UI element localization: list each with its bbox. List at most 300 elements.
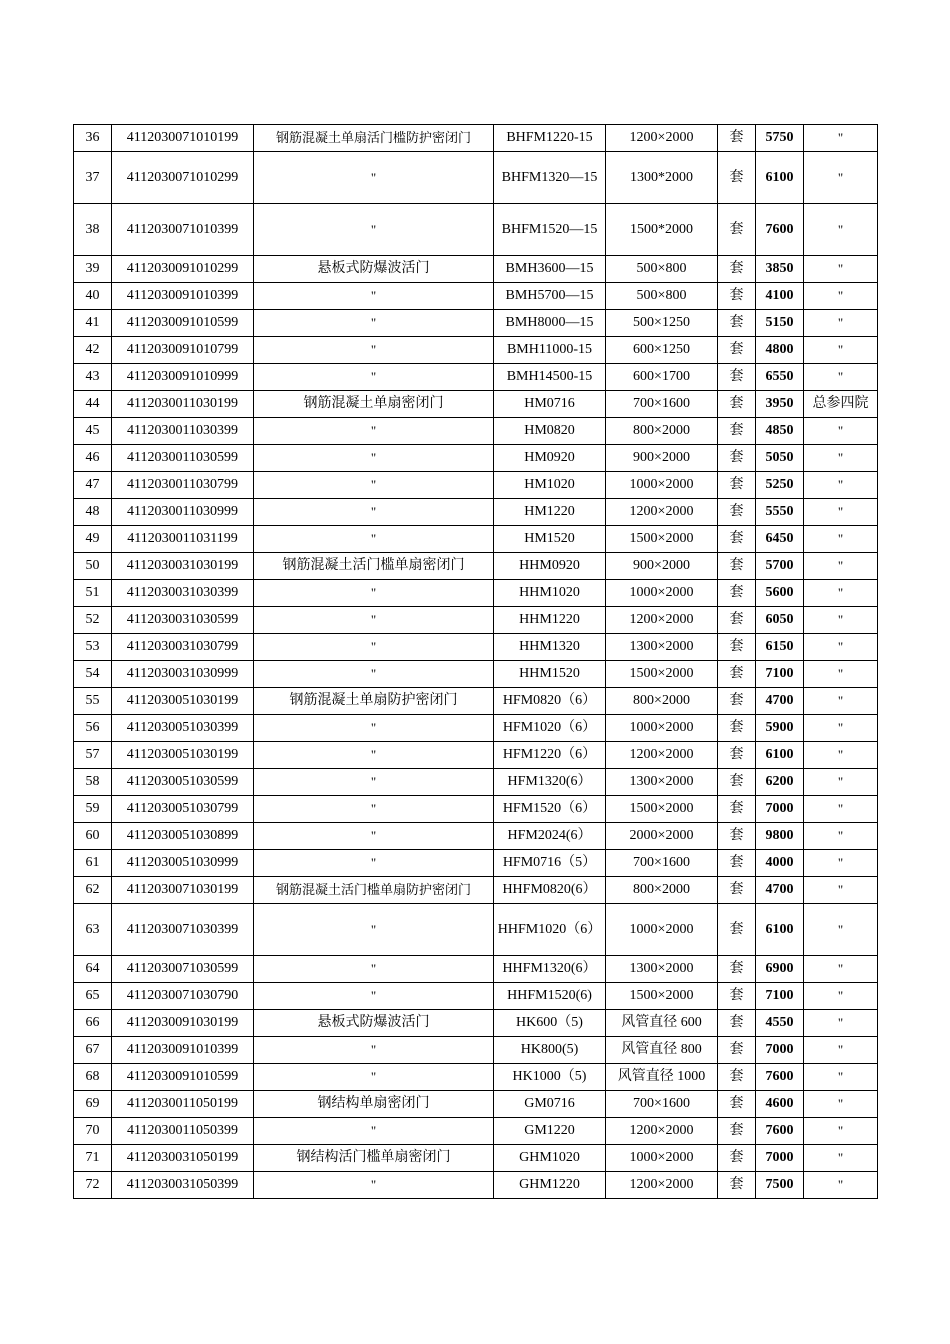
table-row — [74, 1064, 878, 1091]
note-cell: " — [804, 418, 878, 445]
row-number-cell: 59 — [74, 796, 112, 823]
item-code-cell: 4112030051030899 — [112, 823, 254, 850]
row-number-cell: 46 — [74, 445, 112, 472]
unit-cell: 套 — [718, 499, 756, 526]
model-cell: HHM1520 — [494, 661, 606, 688]
model-cell: GHM1220 — [494, 1172, 606, 1199]
item-code-cell: 4112030051030999 — [112, 850, 254, 877]
price-cell: 6100 — [756, 152, 804, 204]
item-code-cell: 4112030011030199 — [112, 391, 254, 418]
row-number-cell: 60 — [74, 823, 112, 850]
unit-cell: 套 — [718, 418, 756, 445]
item-name-cell: " — [254, 1037, 494, 1064]
model-cell: HM0920 — [494, 445, 606, 472]
unit-cell: 套 — [718, 688, 756, 715]
note-cell: " — [804, 472, 878, 499]
item-code-cell: 4112030071030199 — [112, 877, 254, 904]
row-number-cell: 66 — [74, 1010, 112, 1037]
table-row — [74, 983, 878, 1010]
item-name-cell: " — [254, 499, 494, 526]
price-cell: 7000 — [756, 1037, 804, 1064]
size-cell: 800×2000 — [606, 877, 718, 904]
unit-cell: 套 — [718, 445, 756, 472]
table-row — [74, 823, 878, 850]
unit-cell: 套 — [718, 715, 756, 742]
size-cell: 风管直径 800 — [606, 1037, 718, 1064]
row-number-cell: 41 — [74, 310, 112, 337]
unit-cell: 套 — [718, 472, 756, 499]
price-cell: 5600 — [756, 580, 804, 607]
unit-cell: 套 — [718, 607, 756, 634]
unit-cell: 套 — [718, 1172, 756, 1199]
item-name-cell: " — [254, 580, 494, 607]
table-row — [74, 364, 878, 391]
row-number-cell: 54 — [74, 661, 112, 688]
item-name-cell: " — [254, 769, 494, 796]
unit-cell: 套 — [718, 661, 756, 688]
table-row — [74, 661, 878, 688]
model-cell: BMH11000-15 — [494, 337, 606, 364]
size-cell: 1500×2000 — [606, 661, 718, 688]
size-cell: 2000×2000 — [606, 823, 718, 850]
item-name-cell: " — [254, 715, 494, 742]
table-row — [74, 472, 878, 499]
table-row — [74, 1010, 878, 1037]
note-cell: " — [804, 796, 878, 823]
unit-cell: 套 — [718, 283, 756, 310]
note-cell: " — [804, 742, 878, 769]
item-name-cell: 钢筋混凝土单扇防护密闭门 — [254, 688, 494, 715]
model-cell: HHM1320 — [494, 634, 606, 661]
note-cell: " — [804, 256, 878, 283]
size-cell: 风管直径 600 — [606, 1010, 718, 1037]
model-cell: HHM1020 — [494, 580, 606, 607]
row-number-cell: 52 — [74, 607, 112, 634]
table-row — [74, 715, 878, 742]
note-cell: " — [804, 1172, 878, 1199]
unit-cell: 套 — [718, 742, 756, 769]
size-cell: 1300×2000 — [606, 769, 718, 796]
item-name-cell: " — [254, 204, 494, 256]
price-cell: 6100 — [756, 904, 804, 956]
size-cell: 1500×2000 — [606, 796, 718, 823]
price-cell: 7100 — [756, 661, 804, 688]
item-name-cell: " — [254, 337, 494, 364]
table-row — [74, 445, 878, 472]
table-row — [74, 204, 878, 256]
unit-cell: 套 — [718, 769, 756, 796]
item-code-cell: 4112030031030599 — [112, 607, 254, 634]
price-cell: 6200 — [756, 769, 804, 796]
note-cell: " — [804, 526, 878, 553]
price-cell: 7000 — [756, 796, 804, 823]
item-name-cell: 钢结构单扇密闭门 — [254, 1091, 494, 1118]
note-cell: " — [804, 125, 878, 152]
unit-cell: 套 — [718, 391, 756, 418]
price-cell: 7100 — [756, 983, 804, 1010]
unit-cell: 套 — [718, 364, 756, 391]
model-cell: BHFM1320—15 — [494, 152, 606, 204]
unit-cell: 套 — [718, 204, 756, 256]
note-cell: " — [804, 364, 878, 391]
model-cell: HM0820 — [494, 418, 606, 445]
item-code-cell: 4112030031030399 — [112, 580, 254, 607]
note-cell: " — [804, 877, 878, 904]
size-cell: 1000×2000 — [606, 580, 718, 607]
unit-cell: 套 — [718, 553, 756, 580]
size-cell: 800×2000 — [606, 418, 718, 445]
item-code-cell: 4112030071030599 — [112, 956, 254, 983]
price-cell: 3950 — [756, 391, 804, 418]
price-cell: 6450 — [756, 526, 804, 553]
item-code-cell: 4112030031050199 — [112, 1145, 254, 1172]
price-cell: 5900 — [756, 715, 804, 742]
size-cell: 1200×2000 — [606, 1118, 718, 1145]
item-name-cell: " — [254, 983, 494, 1010]
note-cell: " — [804, 1091, 878, 1118]
note-cell: " — [804, 715, 878, 742]
unit-cell: 套 — [718, 580, 756, 607]
item-code-cell: 4112030031030199 — [112, 553, 254, 580]
row-number-cell: 71 — [74, 1145, 112, 1172]
size-cell: 风管直径 1000 — [606, 1064, 718, 1091]
unit-cell: 套 — [718, 850, 756, 877]
size-cell: 900×2000 — [606, 445, 718, 472]
item-name-cell: " — [254, 796, 494, 823]
item-name-cell: 钢筋混凝土单扇密闭门 — [254, 391, 494, 418]
item-name-cell: " — [254, 661, 494, 688]
model-cell: HHFM0820(6） — [494, 877, 606, 904]
row-number-cell: 69 — [74, 1091, 112, 1118]
row-number-cell: 39 — [74, 256, 112, 283]
row-number-cell: 58 — [74, 769, 112, 796]
table-row — [74, 337, 878, 364]
price-cell: 4600 — [756, 1091, 804, 1118]
table-row — [74, 904, 878, 956]
price-cell: 7500 — [756, 1172, 804, 1199]
size-cell: 500×1250 — [606, 310, 718, 337]
price-cell: 9800 — [756, 823, 804, 850]
item-code-cell: 4112030051030199 — [112, 688, 254, 715]
note-cell: " — [804, 769, 878, 796]
item-code-cell: 4112030091010799 — [112, 337, 254, 364]
item-name-cell: " — [254, 956, 494, 983]
note-cell: " — [804, 1064, 878, 1091]
item-name-cell: " — [254, 1064, 494, 1091]
item-name-cell: " — [254, 823, 494, 850]
table-row — [74, 1172, 878, 1199]
item-code-cell: 4112030091010299 — [112, 256, 254, 283]
table-row — [74, 152, 878, 204]
price-cell: 5550 — [756, 499, 804, 526]
item-code-cell: 4112030011030799 — [112, 472, 254, 499]
item-name-cell: " — [254, 418, 494, 445]
table-row — [74, 956, 878, 983]
size-cell: 900×2000 — [606, 553, 718, 580]
model-cell: HM1020 — [494, 472, 606, 499]
unit-cell: 套 — [718, 1118, 756, 1145]
size-cell: 1200×2000 — [606, 742, 718, 769]
model-cell: BMH3600—15 — [494, 256, 606, 283]
size-cell: 500×800 — [606, 283, 718, 310]
model-cell: HFM0716（5） — [494, 850, 606, 877]
item-name-cell: " — [254, 364, 494, 391]
item-code-cell: 4112030071010399 — [112, 204, 254, 256]
note-cell: " — [804, 904, 878, 956]
row-number-cell: 44 — [74, 391, 112, 418]
price-cell: 4850 — [756, 418, 804, 445]
row-number-cell: 36 — [74, 125, 112, 152]
item-code-cell: 4112030011050399 — [112, 1118, 254, 1145]
price-cell: 7600 — [756, 204, 804, 256]
table-row — [74, 310, 878, 337]
size-cell: 1300×2000 — [606, 956, 718, 983]
price-cell: 5150 — [756, 310, 804, 337]
table-row — [74, 796, 878, 823]
note-cell: 总参四院 — [804, 391, 878, 418]
size-cell: 1000×2000 — [606, 904, 718, 956]
note-cell: " — [804, 580, 878, 607]
table-row — [74, 499, 878, 526]
table-body — [74, 125, 878, 1199]
unit-cell: 套 — [718, 796, 756, 823]
model-cell: HFM1020（6） — [494, 715, 606, 742]
item-name-cell: 悬板式防爆波活门 — [254, 1010, 494, 1037]
row-number-cell: 61 — [74, 850, 112, 877]
row-number-cell: 67 — [74, 1037, 112, 1064]
note-cell: " — [804, 688, 878, 715]
item-code-cell: 4112030031030799 — [112, 634, 254, 661]
model-cell: GM1220 — [494, 1118, 606, 1145]
table-row — [74, 256, 878, 283]
item-code-cell: 4112030091010599 — [112, 1064, 254, 1091]
model-cell: HHM0920 — [494, 553, 606, 580]
note-cell: " — [804, 337, 878, 364]
item-name-cell: " — [254, 742, 494, 769]
price-cell: 4700 — [756, 877, 804, 904]
model-cell: HFM0820（6） — [494, 688, 606, 715]
unit-cell: 套 — [718, 1091, 756, 1118]
price-cell: 4550 — [756, 1010, 804, 1037]
note-cell: " — [804, 204, 878, 256]
table-row — [74, 580, 878, 607]
item-code-cell: 4112030011030399 — [112, 418, 254, 445]
item-name-cell: " — [254, 850, 494, 877]
size-cell: 1000×2000 — [606, 715, 718, 742]
item-code-cell: 4112030091030199 — [112, 1010, 254, 1037]
model-cell: HFM1520（6） — [494, 796, 606, 823]
unit-cell: 套 — [718, 310, 756, 337]
item-name-cell: " — [254, 1172, 494, 1199]
table-row — [74, 125, 878, 152]
note-cell: " — [804, 1010, 878, 1037]
table-row — [74, 769, 878, 796]
item-code-cell: 4112030011031199 — [112, 526, 254, 553]
price-cell: 7600 — [756, 1064, 804, 1091]
item-name-cell: " — [254, 472, 494, 499]
note-cell: " — [804, 850, 878, 877]
item-name-cell: " — [254, 607, 494, 634]
model-cell: HM1520 — [494, 526, 606, 553]
item-name-cell: " — [254, 445, 494, 472]
note-cell: " — [804, 1118, 878, 1145]
model-cell: HFM1320(6） — [494, 769, 606, 796]
item-name-cell: " — [254, 283, 494, 310]
model-cell: HM0716 — [494, 391, 606, 418]
table-row — [74, 1037, 878, 1064]
note-cell: " — [804, 310, 878, 337]
row-number-cell: 56 — [74, 715, 112, 742]
note-cell: " — [804, 553, 878, 580]
size-cell: 600×1250 — [606, 337, 718, 364]
price-cell: 5700 — [756, 553, 804, 580]
item-code-cell: 4112030051030799 — [112, 796, 254, 823]
model-cell: BMH5700—15 — [494, 283, 606, 310]
table-row — [74, 283, 878, 310]
price-cell: 6550 — [756, 364, 804, 391]
row-number-cell: 57 — [74, 742, 112, 769]
price-cell: 4000 — [756, 850, 804, 877]
unit-cell: 套 — [718, 823, 756, 850]
model-cell: BHFM1220-15 — [494, 125, 606, 152]
model-cell: HHM1220 — [494, 607, 606, 634]
model-cell: HFM2024(6） — [494, 823, 606, 850]
unit-cell: 套 — [718, 526, 756, 553]
price-cell: 6100 — [756, 742, 804, 769]
note-cell: " — [804, 823, 878, 850]
item-code-cell: 4112030051030199 — [112, 742, 254, 769]
note-cell: " — [804, 152, 878, 204]
size-cell: 1300×2000 — [606, 634, 718, 661]
size-cell: 700×1600 — [606, 1091, 718, 1118]
row-number-cell: 51 — [74, 580, 112, 607]
row-number-cell: 50 — [74, 553, 112, 580]
table-row — [74, 553, 878, 580]
model-cell: BMH14500-15 — [494, 364, 606, 391]
row-number-cell: 65 — [74, 983, 112, 1010]
item-code-cell: 4112030031050399 — [112, 1172, 254, 1199]
note-cell: " — [804, 1037, 878, 1064]
unit-cell: 套 — [718, 152, 756, 204]
price-table — [73, 124, 878, 1199]
model-cell: BHFM1520—15 — [494, 204, 606, 256]
note-cell: " — [804, 634, 878, 661]
table-row — [74, 526, 878, 553]
model-cell: HM1220 — [494, 499, 606, 526]
unit-cell: 套 — [718, 983, 756, 1010]
unit-cell: 套 — [718, 1145, 756, 1172]
unit-cell: 套 — [718, 337, 756, 364]
price-cell: 4700 — [756, 688, 804, 715]
model-cell: GM0716 — [494, 1091, 606, 1118]
price-cell: 4100 — [756, 283, 804, 310]
row-number-cell: 70 — [74, 1118, 112, 1145]
item-name-cell: 钢筋混凝土活门槛单扇防护密闭门 — [254, 877, 494, 904]
table-row — [74, 850, 878, 877]
note-cell: " — [804, 499, 878, 526]
row-number-cell: 53 — [74, 634, 112, 661]
item-name-cell: " — [254, 526, 494, 553]
item-code-cell: 4112030051030599 — [112, 769, 254, 796]
note-cell: " — [804, 661, 878, 688]
note-cell: " — [804, 607, 878, 634]
table-row — [74, 1145, 878, 1172]
size-cell: 1000×2000 — [606, 472, 718, 499]
table-row — [74, 742, 878, 769]
row-number-cell: 62 — [74, 877, 112, 904]
item-code-cell: 4112030051030399 — [112, 715, 254, 742]
model-cell: GHM1020 — [494, 1145, 606, 1172]
unit-cell: 套 — [718, 1010, 756, 1037]
note-cell: " — [804, 983, 878, 1010]
size-cell: 1300*2000 — [606, 152, 718, 204]
model-cell: HHFM1320(6） — [494, 956, 606, 983]
size-cell: 700×1600 — [606, 391, 718, 418]
item-name-cell: " — [254, 1118, 494, 1145]
price-cell: 7000 — [756, 1145, 804, 1172]
unit-cell: 套 — [718, 904, 756, 956]
unit-cell: 套 — [718, 956, 756, 983]
item-name-cell: 钢筋混凝土活门槛单扇密闭门 — [254, 553, 494, 580]
table-row — [74, 688, 878, 715]
size-cell: 1500×2000 — [606, 983, 718, 1010]
table-row — [74, 418, 878, 445]
item-code-cell: 4112030031030999 — [112, 661, 254, 688]
row-number-cell: 45 — [74, 418, 112, 445]
row-number-cell: 42 — [74, 337, 112, 364]
row-number-cell: 64 — [74, 956, 112, 983]
table-row — [74, 877, 878, 904]
size-cell: 1200×2000 — [606, 607, 718, 634]
row-number-cell: 55 — [74, 688, 112, 715]
item-name-cell: " — [254, 904, 494, 956]
size-cell: 1200×2000 — [606, 499, 718, 526]
row-number-cell: 72 — [74, 1172, 112, 1199]
item-code-cell: 4112030071010199 — [112, 125, 254, 152]
model-cell: HK800(5) — [494, 1037, 606, 1064]
item-code-cell: 4112030011030599 — [112, 445, 254, 472]
row-number-cell: 43 — [74, 364, 112, 391]
price-cell: 6900 — [756, 956, 804, 983]
table-row — [74, 391, 878, 418]
price-cell: 4800 — [756, 337, 804, 364]
row-number-cell: 63 — [74, 904, 112, 956]
size-cell: 1500*2000 — [606, 204, 718, 256]
model-cell: HK1000（5) — [494, 1064, 606, 1091]
row-number-cell: 48 — [74, 499, 112, 526]
row-number-cell: 47 — [74, 472, 112, 499]
price-cell: 5250 — [756, 472, 804, 499]
item-code-cell: 4112030091010399 — [112, 1037, 254, 1064]
model-cell: HHFM1020（6） — [494, 904, 606, 956]
price-cell: 3850 — [756, 256, 804, 283]
note-cell: " — [804, 956, 878, 983]
item-code-cell: 4112030091010399 — [112, 283, 254, 310]
unit-cell: 套 — [718, 125, 756, 152]
note-cell: " — [804, 445, 878, 472]
price-cell: 5050 — [756, 445, 804, 472]
model-cell: HFM1220（6） — [494, 742, 606, 769]
size-cell: 1000×2000 — [606, 1145, 718, 1172]
size-cell: 700×1600 — [606, 850, 718, 877]
unit-cell: 套 — [718, 1064, 756, 1091]
item-code-cell: 4112030091010999 — [112, 364, 254, 391]
item-code-cell: 4112030011050199 — [112, 1091, 254, 1118]
row-number-cell: 49 — [74, 526, 112, 553]
table-row — [74, 1091, 878, 1118]
item-code-cell: 4112030071010299 — [112, 152, 254, 204]
model-cell: BMH8000—15 — [494, 310, 606, 337]
